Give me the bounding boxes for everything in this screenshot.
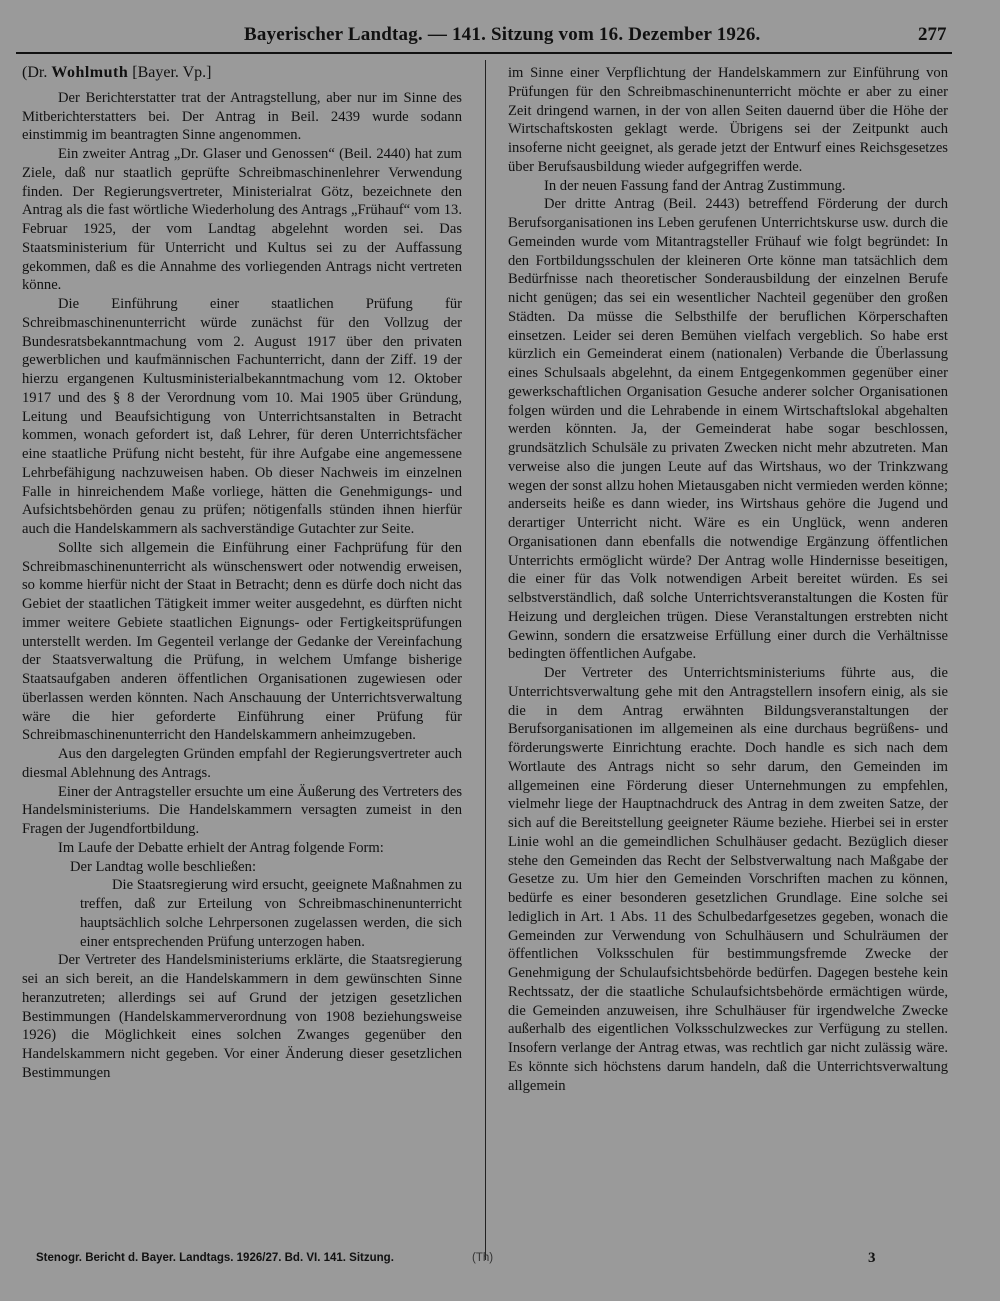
paragraph: In der neuen Fassung fand der Antrag Zustimmung. xyxy=(544,177,846,194)
paragraph: im Sinne einer Verpflichtung der Handelskammern zur Einführung von Prüfungen für den Schreibmaschinenunterricht möchte er aber zu einer Zeit dringend warnen, in der von allen Seiten dauernd über die Höhe der Wirtschaftskosten geklagt werde. Übrigens sei der Zeitpunkt auch insoferne nicht geeignet, als gerade jetzt der Entwurf eines Reichsgesetzes über Berufsausbildung wieder aufgegriffen werde. xyxy=(508,65,948,175)
left-column xyxy=(22,64,462,1083)
paragraph: Der Vertreter des Handelsministeriums erklärte, die Staatsregierung sei an sich bereit, an die Handelskammern in dem gewünschten Sinne heranzutreten; allerdings sei auf Grund der jetzigen gesetzlichen Bestimmungen (Handelskammerverordnung von 1908 beziehungsweise 1926) die Möglichkeit eines solchen Zwanges gegenüber den Handelskammern nicht gegeben. Vor einer Änderung dieser gesetzlichen Bestimmungen xyxy=(22,952,462,1081)
resolution-text: Die Staatsregierung wird ersucht, geeignete Maßnahmen zu treffen, daß zur Erteilung von Schreibmaschinenunterricht hauptsächlich solche Lehrpersonen zugelassen werden, die sich einer entsprechenden Prüfung unterzogen haben. xyxy=(80,877,462,950)
right-column xyxy=(508,64,948,1095)
page-number: 277 xyxy=(918,24,947,45)
footer-signature: 3 xyxy=(868,1250,876,1266)
paragraph: Der dritte Antrag (Beil. 2443) betreffend Förderung der durch Berufsorganisationen ins Leben gerufenen Unterrichtskurse usw. durch die Gemeinden wurde vom Mitantragsteller Frühauf wie folgt begründet: In den Fortbildungsschulen der kleineren Orte könne man tatsächlich dem Bedürfnisse nach theoretischer Sonderausbildung der einzelnen Berufe nicht genügen; das sei ein wesentlicher Nachteil gegenüber den großen Städten. Da müsse die Selbsthilfe der beruflichen Körperschaften einsetzen. Leider sei deren Bemühen vielfach vergeblich. So habe erst kürzlich ein Gemeinderat einem (nationalen) Verbande die Überlassung eines Schulsaals abgelehnt, da einem Entgegenkommen gegenüber einer gewerkschaftlichen Organisation Gesuche anderer solcher Organisationen folgen würden und die Lehrabende in einem Wirtschaftslokal abgehalten werden könnten. Ja, der Gemeinderat habe sogar beschlossen, grundsätzlich Schulsäle zu privaten Zwecken nicht mehr abzutreten. Man verweise also die jungen Leute auf das Wirtshaus, wo der Trinkzwang wegen der sonst allzu hohen Mietausgaben nicht vermieden werden könne; anderseits heiße es dann wieder, ins Wirtshaus gehöre die Jugend und derartiger Unterricht nicht. Wäre es ein Unglück, wenn anderen Organisationen dann ebenfalls die notwendige Ergänzung öffentlichen Unterrichts ermöglicht würde? Der Antrag wolle Hindernisse beseitigen, die einer für das Volk notwendigen Arbeit bereitet würden. Es sei selbstverständlich, daß solche Unterrichtsveranstaltungen die Kosten für Heizung und dergleichen trügen. Diese Veranstaltungen erstrebten nicht Gewinn, sondern die ersatzweise Erfüllung einer durch die Verhältnisse bedingten öffentlichen Aufgabe. xyxy=(508,196,948,663)
paragraph: Der Berichterstatter trat der Antragstellung, aber nur im Sinne des Mitberichterstatters bei. Der Antrag in Beil. 2439 wurde sodann einstimmig im beantragten Sinne angenommen. xyxy=(22,89,462,144)
paragraph: Der Vertreter des Unterrichtsministeriums führte aus, die Unterrichtsverwaltung gehe mit den Antragstellern insofern einig, als sie die in dem Antrag erwähnten Bildungsveranstaltungen der Berufsorganisationen im allgemeinen als eine durchaus begrüßens- und förderungswerte Einrichtung erachte. Doch handle es sich nach dem Wortlaute des Antrags nicht so sehr darum, den Gemeinden im allgemeinen eine Förderung dieser Unternehmungen zu empfehlen, vielmehr liege der Hauptnachdruck des Antrag in dem zweiten Satze, der sich auf die Bereitstellung geeigneter Räume beziehe. Hierbei sei in erster Linie wohl an die gemeindlichen Schulhäuser gedacht. Bezüglich dieser stehe den Gemeinden das Recht der Selbstverwaltung nach Maßgabe der Gesetze zu. Um hier den Gemeinden Vorschriften machen zu können, bedürfe es einer besonderen gesetzlichen Grundlage. Eine solche sei lediglich in Art. 1 Abs. 11 des Schulbedarfgesetzes gegeben, wonach die Gemeinden zur Verwendung von Schulhäusern und Schulräumen der öffentlichen Volksschulen für bestimmungsfremde Zwecke der Genehmigung der Schulaufsichtsbehörde bedürfen. Dagegen bestehe kein Rechtssatz, der die staatliche Schulaufsichtsbehörde ermächtigen würde, die Gemeinden anzuweisen, ihre Schulhäuser für irgendwelche Zwecke außerhalb des eigentlichen Volksschulzweckes zur Verfügung zu stellen. Insofern verlange der Antrag etwas, was rechtlich gar nicht zulässig wäre. Es könnte sich höchstens darum handeln, daß die Unterrichtsverwaltung allgemein xyxy=(508,665,948,1094)
paragraph: Die Einführung einer staatlichen Prüfung für Schreibmaschinenunterricht würde zunächst für den Vollzug der Bundesratsbekanntmachung vom 2. August 1917 über den privaten gewerblichen und kaufmännischen Fachunterricht, dann der Ziff. 19 der hierzu ergangenen Kultusministerialbekanntmachung vom 12. Oktober 1917 und des § 8 der Verordnung vom 10. Mai 1905 über Gründung, Leitung und Beaufsichtigung von Unterrichtsanstalten in Betracht kommen, wonach gefordert ist, daß Lehrer, für deren Unterrichtsfächer eine staatliche Prüfung nicht besteht, für ihre Aufgabe eine angemessene Lehrbefähigung nachzuweisen haben. Ob dieser Nachweis im einzelnen Falle in hinreichendem Maße vorliege, hätten die Genehmigungs- und Aufsichtsbehörden genau zu prüfen; nötigenfalls stünden ihnen hierfür auch die Handelskammern als sachverständige Gutachter zur Seite. xyxy=(22,296,462,537)
footer-mark: (Th) xyxy=(472,1252,494,1264)
paragraph: Im Laufe der Debatte erhielt der Antrag folgende Form: xyxy=(58,839,384,856)
column-divider xyxy=(485,60,486,1260)
speaker-party: [Bayer. Vp.] xyxy=(128,64,212,81)
paragraph: Einer der Antragsteller ersuchte um eine Äußerung des Vertreters des Handelsministeriums. Die Handelskammern versagten zumeist in den Fragen der Jugendfortbildung. xyxy=(22,783,462,837)
resolution-intro: Der Landtag wolle beschließen: xyxy=(70,858,256,875)
page-header xyxy=(0,24,1000,54)
paragraph: Ein zweiter Antrag „Dr. Glaser und Genossen“ (Beil. 2440) hat zum Ziele, daß nur staatlich geprüfte Schreibmaschinenlehrer Verwendung finden. Der Regierungsvertreter, Ministerialrat Götz, bezeichnete den Antrag als die fast wörtliche Wiederholung des Antrags „Frühauf“ vom 13. Februar 1925, der vom Landtag abgelehnt worden sei. Das Staatsministerium für Unterricht und Kultus sei zu der Auffassung gekommen, daß es die Annahme des vorliegenden Antrags nicht vertreten könne. xyxy=(22,146,462,294)
speaker-name: Wohlmuth xyxy=(51,64,129,81)
paragraph: Sollte sich allgemein die Einführung einer Fachprüfung für den Schreibmaschinenunterricht als wünschenswert oder notwendig erweisen, so komme hierfür nicht der Staat in Betracht; denn es dürfe doch nicht das Gebiet der staatlichen Tätigkeit immer weiter ausgedehnt, es dürften nicht immer weitere Gebiete staatlichen Eignungs- oder Fertigkeitsprüfungen unterstellt werden. Im Gegenteil verlange der Gedanke der Vereinfachung der Staatsverwaltung die Prüfung, in welchem Umfange bisherige Staatsaufgaben anderen öffentlichen Organisationen zugewiesen oder überlassen werden könnten. Nach Anschauung der Unterrichtsverwaltung wäre die hier geforderte Einführung einer Prüfung für Schreibmaschinenunterricht den Handelskammern anheimzugeben. xyxy=(22,539,462,744)
paragraph: Aus den dargelegten Gründen empfahl der Regierungsvertreter auch diesmal Ablehnung des Antrags. xyxy=(22,746,462,781)
page-footer xyxy=(0,1252,1000,1274)
speaker-line xyxy=(22,64,462,83)
footer-source: Stenogr. Bericht d. Bayer. Landtags. 1926/27. Bd. VI. 141. Sitzung. xyxy=(36,1252,394,1264)
speaker-prefix: (Dr. xyxy=(22,64,52,81)
header-rule xyxy=(16,52,952,54)
running-title: Bayerischer Landtag. — 141. Sitzung vom 16. Dezember 1926. xyxy=(244,24,761,45)
